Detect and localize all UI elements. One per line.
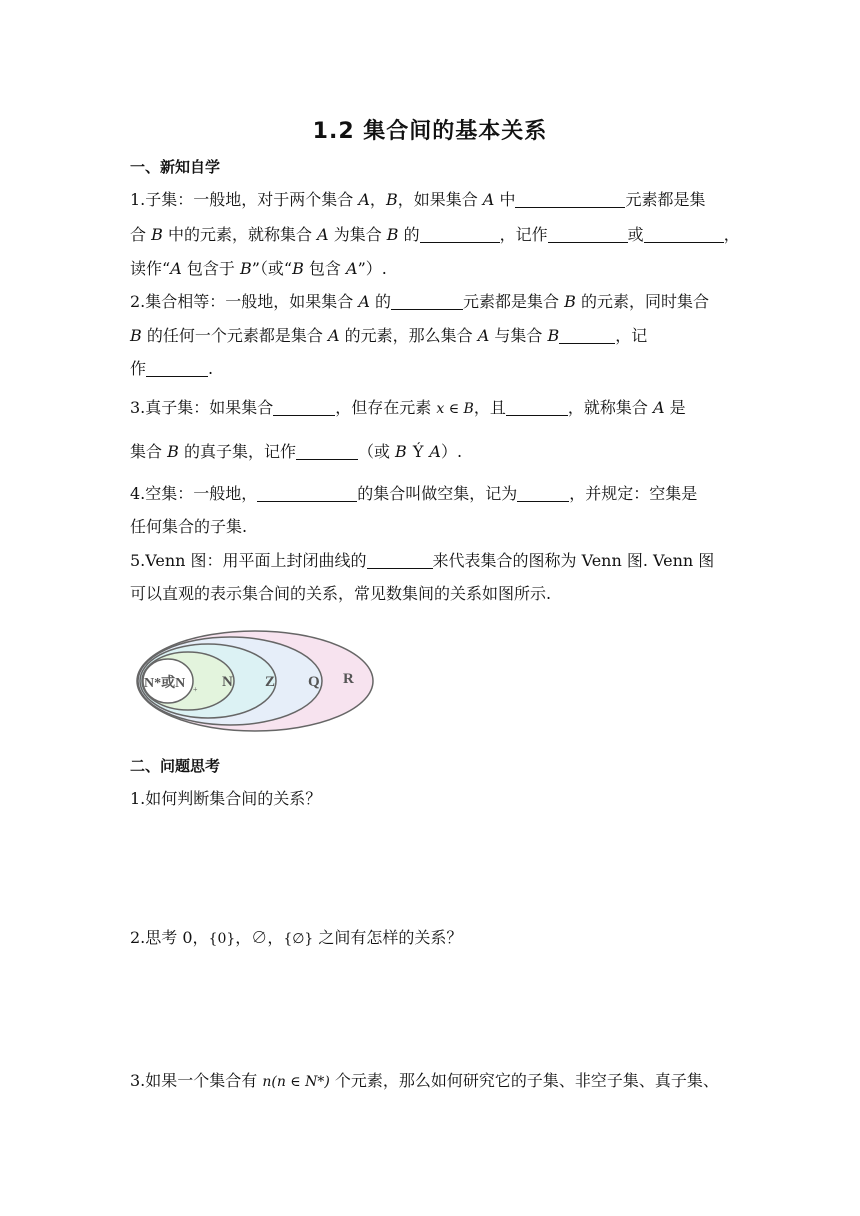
math-set-of-empty: {∅} bbox=[283, 931, 314, 947]
text: 包含 bbox=[303, 259, 347, 278]
math-x-in-b: x ∈ B bbox=[436, 401, 474, 417]
empty-line-2: 任何集合的子集. bbox=[130, 517, 248, 536]
text: 2.集合相等：一般地，如果集合 bbox=[130, 292, 359, 311]
text: 合 bbox=[130, 225, 152, 244]
subset-line-1 bbox=[130, 189, 705, 211]
page-title: 1.2 集合间的基本关系 bbox=[312, 119, 548, 144]
fill-blank[interactable] bbox=[296, 443, 358, 460]
text: 个元素，那么如何研究它的子集、非空子集、真子集、 bbox=[329, 1071, 719, 1090]
var-b: B bbox=[167, 442, 179, 461]
var-b: B bbox=[130, 326, 142, 345]
var-a: A bbox=[652, 398, 665, 417]
text: 作 bbox=[130, 359, 147, 378]
venn-label-z: Z bbox=[265, 674, 276, 690]
var-a: A bbox=[327, 326, 340, 345]
subset-line-2 bbox=[130, 224, 740, 246]
empty-line-1 bbox=[130, 483, 697, 505]
var-a: A bbox=[482, 190, 495, 209]
text: 是 bbox=[664, 398, 686, 417]
text: ， bbox=[723, 225, 740, 244]
fill-blank[interactable] bbox=[515, 191, 625, 208]
var-b: B bbox=[547, 326, 560, 345]
venn-diagram bbox=[130, 626, 380, 736]
var-b: B bbox=[385, 190, 398, 209]
text: ，但存在元素 bbox=[335, 398, 437, 417]
text: 3.如果一个集合有 bbox=[130, 1071, 263, 1090]
fill-blank[interactable] bbox=[506, 399, 568, 416]
section-heading-2: 二、问题思考 bbox=[130, 757, 221, 775]
text: 的元素，那么集合 bbox=[339, 326, 478, 345]
text: 1.子集：一般地，对于两个集合 bbox=[130, 190, 359, 209]
text: ）. bbox=[440, 442, 463, 461]
text: ”）. bbox=[357, 259, 387, 278]
var-a: A bbox=[358, 292, 370, 311]
text: 的任何一个元素都是集合 bbox=[141, 326, 328, 345]
text: 元素都是集合 bbox=[463, 292, 565, 311]
var-a: A bbox=[477, 326, 490, 345]
venn-label-inner: N*或N bbox=[144, 676, 186, 691]
venn-label-r: R bbox=[343, 671, 354, 687]
text: 的真子集，记作 bbox=[178, 442, 296, 461]
var-b: B bbox=[564, 292, 576, 311]
var-a: A bbox=[358, 190, 370, 209]
text: 的 bbox=[398, 225, 420, 244]
venn-label-n: N bbox=[222, 674, 233, 690]
var-b: B bbox=[151, 225, 163, 244]
var-b: B bbox=[239, 259, 252, 278]
text: 来代表集合的图称为 Venn 图. Venn 图 bbox=[432, 551, 715, 570]
text: ”（或“ bbox=[251, 259, 293, 278]
proper-line-2 bbox=[130, 441, 462, 463]
text: 包含于 bbox=[181, 259, 240, 278]
text: 的 bbox=[369, 292, 392, 311]
proper-superset-symbol: Ý bbox=[412, 442, 424, 461]
var-a: A bbox=[317, 225, 329, 244]
fill-blank[interactable] bbox=[420, 226, 500, 243]
math-empty-set: ∅ bbox=[251, 928, 268, 947]
text: 之间有怎样的关系？ bbox=[313, 928, 463, 947]
math-set-zero: {0} bbox=[208, 931, 236, 947]
venn-label-q: Q bbox=[308, 674, 320, 690]
fill-blank[interactable] bbox=[548, 226, 628, 243]
venn-line-1 bbox=[130, 550, 714, 572]
text: ，记 bbox=[615, 326, 648, 345]
text: ，就称集合 bbox=[567, 398, 653, 417]
text: ，且 bbox=[473, 398, 506, 417]
text: 中 bbox=[494, 190, 516, 209]
proper-line-1 bbox=[130, 397, 686, 420]
text: 读作“ bbox=[130, 259, 171, 278]
text: （或 bbox=[357, 442, 396, 461]
var-a: A bbox=[429, 442, 441, 461]
fill-blank[interactable] bbox=[559, 327, 615, 344]
question-1: 1.如何判断集合间的关系？ bbox=[130, 789, 322, 808]
venn-line-2: 可以直观的表示集合间的关系，常见数集间的关系如图所示. bbox=[130, 584, 552, 603]
question-3 bbox=[130, 1070, 719, 1093]
text: 为集合 bbox=[328, 225, 387, 244]
fill-blank[interactable] bbox=[273, 399, 335, 416]
math-n-in-n-star: n(n ∈ N*) bbox=[262, 1074, 330, 1090]
equal-line-3 bbox=[130, 358, 213, 380]
fill-blank[interactable] bbox=[391, 293, 463, 310]
text: ， bbox=[267, 928, 284, 947]
text: ， bbox=[235, 928, 252, 947]
section-heading-1: 一、新知自学 bbox=[130, 158, 221, 176]
text: 3.真子集：如果集合 bbox=[130, 398, 274, 417]
fill-blank[interactable] bbox=[146, 360, 208, 377]
subset-line-3 bbox=[130, 258, 387, 280]
text: 5.Venn 图：用平面上封闭曲线的 bbox=[130, 551, 367, 570]
var-a: A bbox=[170, 259, 182, 278]
text: 的元素，同时集合 bbox=[575, 292, 709, 311]
venn-label-plus: + bbox=[193, 685, 198, 694]
fill-blank[interactable] bbox=[367, 552, 433, 569]
var-b: B bbox=[292, 259, 304, 278]
text: ， bbox=[369, 190, 386, 209]
text: 集合 bbox=[130, 442, 168, 461]
var-a: A bbox=[346, 259, 358, 278]
equal-line-2 bbox=[130, 325, 647, 347]
fill-blank[interactable] bbox=[257, 485, 357, 502]
text: 或 bbox=[627, 225, 644, 244]
fill-blank[interactable] bbox=[644, 226, 724, 243]
question-2 bbox=[130, 927, 462, 950]
equal-line-1 bbox=[130, 291, 709, 313]
text: ，记作 bbox=[499, 225, 548, 244]
text: 4.空集：一般地， bbox=[130, 484, 258, 503]
var-b: B bbox=[395, 442, 407, 461]
var-b: B bbox=[386, 225, 399, 244]
text: 中的元素，就称集合 bbox=[162, 225, 318, 244]
text: 的集合叫做空集，记为 bbox=[357, 484, 518, 503]
text: 元素都是集 bbox=[625, 190, 706, 209]
text: . bbox=[208, 359, 214, 378]
text: 2.思考 0， bbox=[130, 928, 209, 947]
text: ，并规定：空集是 bbox=[569, 484, 698, 503]
text: 与集合 bbox=[489, 326, 548, 345]
fill-blank[interactable] bbox=[517, 485, 569, 502]
text: ，如果集合 bbox=[397, 190, 483, 209]
